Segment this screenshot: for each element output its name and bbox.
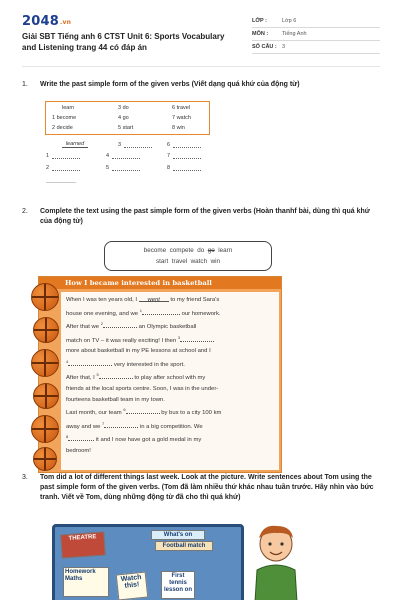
- answer-blank[interactable]: [124, 141, 152, 148]
- verb-item: 3 do: [118, 105, 129, 111]
- question-text: Tom did a lot of different things last week. Look at the picture. Write sentences about Tom using the past simple form of the given verbs. (Tom đã làm nhiều thứ khác nhau tuần trước. Hãy nhìn vào bức tranh. Viết về Tom, dùng những động từ đã cho thì quá khứ): [40, 474, 374, 501]
- passage-line: [66, 346, 274, 357]
- page-title: Giải SBT Tiếng anh 6 CTST Unit 6: Sports Vocabulary and Listening trang 44 có đáp án: [22, 32, 225, 52]
- answer-number: 3: [118, 142, 122, 148]
- word: win: [210, 258, 221, 265]
- gap-number: 4: [66, 358, 69, 364]
- verb-item: 4 go: [118, 115, 129, 121]
- gap-number: 6: [123, 407, 126, 413]
- answer-row: [167, 152, 201, 159]
- gap-number: 1: [139, 307, 142, 313]
- notice-board: [52, 524, 244, 600]
- verb-item: learn: [62, 105, 75, 111]
- note-line: Maths: [65, 576, 83, 582]
- verb-item: 7 watch: [172, 115, 191, 121]
- basketball-icon: [33, 317, 59, 343]
- illustration: [40, 520, 315, 600]
- reading-panel: [38, 276, 282, 473]
- answer-blank[interactable]: [173, 152, 201, 159]
- answer-row: [46, 152, 80, 159]
- answer-number: 6: [167, 142, 171, 148]
- verb-item: 8 win: [172, 125, 185, 131]
- answer-row: [118, 141, 152, 148]
- meta-key: SỐ CÂU :: [252, 44, 277, 50]
- passage-line: [66, 446, 274, 457]
- word-box: [104, 241, 272, 271]
- gap-blank[interactable]: [177, 334, 214, 342]
- word-used: go: [207, 247, 215, 254]
- note-line: Homework: [65, 569, 96, 575]
- text: by bus to a city 100 km: [161, 410, 222, 417]
- basketball-icon: [31, 349, 59, 377]
- answer-number: 7: [167, 153, 171, 159]
- text: After that we: [66, 324, 100, 331]
- passage-line: [66, 384, 274, 395]
- passage-line: [66, 357, 274, 371]
- text: fourteens basketball team in my town.: [66, 396, 165, 403]
- passage-line: [66, 395, 274, 406]
- example-answer: went: [139, 295, 169, 302]
- passage-line: [66, 295, 274, 306]
- answer-number: 5: [106, 165, 110, 171]
- divider: [46, 182, 76, 183]
- gap-blank[interactable]: [139, 307, 180, 315]
- answer-row: [167, 164, 201, 171]
- meta-row-count: [252, 41, 380, 54]
- question-1: [22, 80, 378, 90]
- answer-row: [106, 164, 140, 171]
- text: our homework.: [181, 310, 221, 317]
- gap-blank[interactable]: [104, 421, 138, 428]
- text: to play after school with my: [134, 375, 206, 382]
- basketball-icon: [33, 383, 59, 409]
- meta-value: Lớp 6: [282, 18, 297, 24]
- note-football: Football match: [155, 541, 213, 551]
- gap-number: 5: [96, 372, 99, 378]
- answer-blank[interactable]: [112, 152, 140, 159]
- text: match on TV – it was really exciting! I then: [66, 337, 177, 344]
- text: very interested in the sport.: [113, 361, 185, 368]
- boy-illustration: [247, 522, 305, 600]
- gap-number: 7: [102, 420, 105, 426]
- word: learn: [218, 247, 233, 254]
- answer-example: [62, 141, 88, 148]
- text: house one evening, and we: [66, 310, 139, 317]
- answer-row: [167, 141, 201, 148]
- text: bedroom!: [66, 447, 91, 454]
- text: When I was ten years old, I: [66, 297, 138, 303]
- answer-row: [106, 152, 140, 159]
- word: do: [197, 247, 205, 254]
- answer-blank[interactable]: [52, 152, 80, 159]
- text: more about basketball in my PE lessons at school and I: [66, 348, 211, 355]
- answer-blank[interactable]: [173, 164, 201, 171]
- question-number: 1.: [22, 81, 28, 88]
- answer-blank[interactable]: [173, 141, 201, 148]
- verb-item: 6 travel: [172, 105, 191, 111]
- word: compete: [169, 247, 194, 254]
- meta-value: 3: [282, 44, 286, 50]
- answer-number: 4: [106, 153, 110, 159]
- word: become: [143, 247, 167, 254]
- note-theatre: THEATRE: [60, 531, 106, 558]
- verb-table: [45, 101, 210, 135]
- verb-item: 2 decide: [52, 125, 73, 131]
- answer-number: 2: [46, 165, 50, 171]
- word-line-2: [105, 256, 271, 267]
- word-line-1: [105, 245, 271, 256]
- basketball-icon: [31, 283, 59, 311]
- gap-number: 3: [177, 334, 181, 340]
- question-2: [22, 207, 378, 227]
- meta-key: LỚP :: [252, 18, 267, 24]
- text: friends at the local sports centre. Soon, I was in the under-: [66, 386, 219, 392]
- passage-line: [66, 405, 274, 419]
- text: it and I now have got a gold medal in my: [95, 437, 202, 444]
- logo-text: 2048: [22, 14, 59, 29]
- word: start: [155, 258, 169, 265]
- word: travel: [171, 258, 188, 265]
- text: away and we: [66, 423, 101, 430]
- gap-blank[interactable]: [126, 407, 160, 414]
- verb-item: 5 start: [118, 125, 134, 131]
- answer-blank[interactable]: [112, 164, 140, 171]
- gap-blank[interactable]: [68, 434, 94, 441]
- passage-line: [66, 432, 274, 446]
- text: After that, I: [66, 375, 95, 382]
- gap-blank[interactable]: [100, 321, 137, 328]
- header-divider: [22, 66, 380, 67]
- answer-number: 8: [167, 165, 171, 171]
- note-watch: Watch this!: [116, 572, 149, 600]
- gap-blank[interactable]: [99, 372, 133, 379]
- note-tennis: First tennis lesson on: [161, 571, 195, 599]
- site-logo[interactable]: [22, 14, 71, 29]
- question-number: 2.: [22, 208, 28, 215]
- passage: [61, 292, 279, 470]
- text: an Olympic basketball: [138, 324, 197, 331]
- passage-line: [66, 370, 274, 384]
- panel-title: How I became interested in basketball: [39, 277, 281, 289]
- meta-row-class: [252, 15, 380, 28]
- question-number: 3.: [22, 474, 28, 481]
- gap-number: 2: [100, 321, 103, 327]
- meta-value: Tiếng Anh: [282, 31, 307, 37]
- basketball-icon: [33, 447, 57, 471]
- word: watch: [190, 258, 208, 265]
- passage-line: [66, 333, 274, 347]
- example-answer: learned: [62, 141, 88, 148]
- passage-line: [66, 319, 274, 333]
- meta-table: [252, 15, 380, 54]
- passage-line: [66, 306, 274, 320]
- answer-number: 1: [46, 153, 50, 159]
- note-homework: [63, 567, 109, 597]
- answer-blank[interactable]: [52, 164, 80, 171]
- note-whats-on: What's on: [151, 530, 205, 540]
- basketball-icon: [31, 415, 59, 443]
- text: to my friend Sara's: [170, 297, 220, 303]
- meta-key: MÔN :: [252, 31, 269, 37]
- question-3: [22, 473, 378, 503]
- verb-item: 1 become: [52, 115, 77, 121]
- text: in a big competition. We: [139, 423, 203, 430]
- gap-number: 8: [66, 434, 69, 440]
- gap-blank[interactable]: [68, 359, 112, 366]
- text: Last month, our team: [66, 410, 122, 417]
- logo-suffix: .vn: [59, 19, 72, 26]
- meta-row-subject: [252, 28, 380, 41]
- question-text: Complete the text using the past simple form of the given verbs (Hoàn thanhf bài, dùng thì quá khứ của động từ): [40, 208, 370, 225]
- passage-line: [66, 419, 274, 433]
- answer-row: [46, 164, 80, 171]
- question-text: Write the past simple form of the given verbs (Viết dạng quá khứ của động từ): [40, 81, 300, 88]
